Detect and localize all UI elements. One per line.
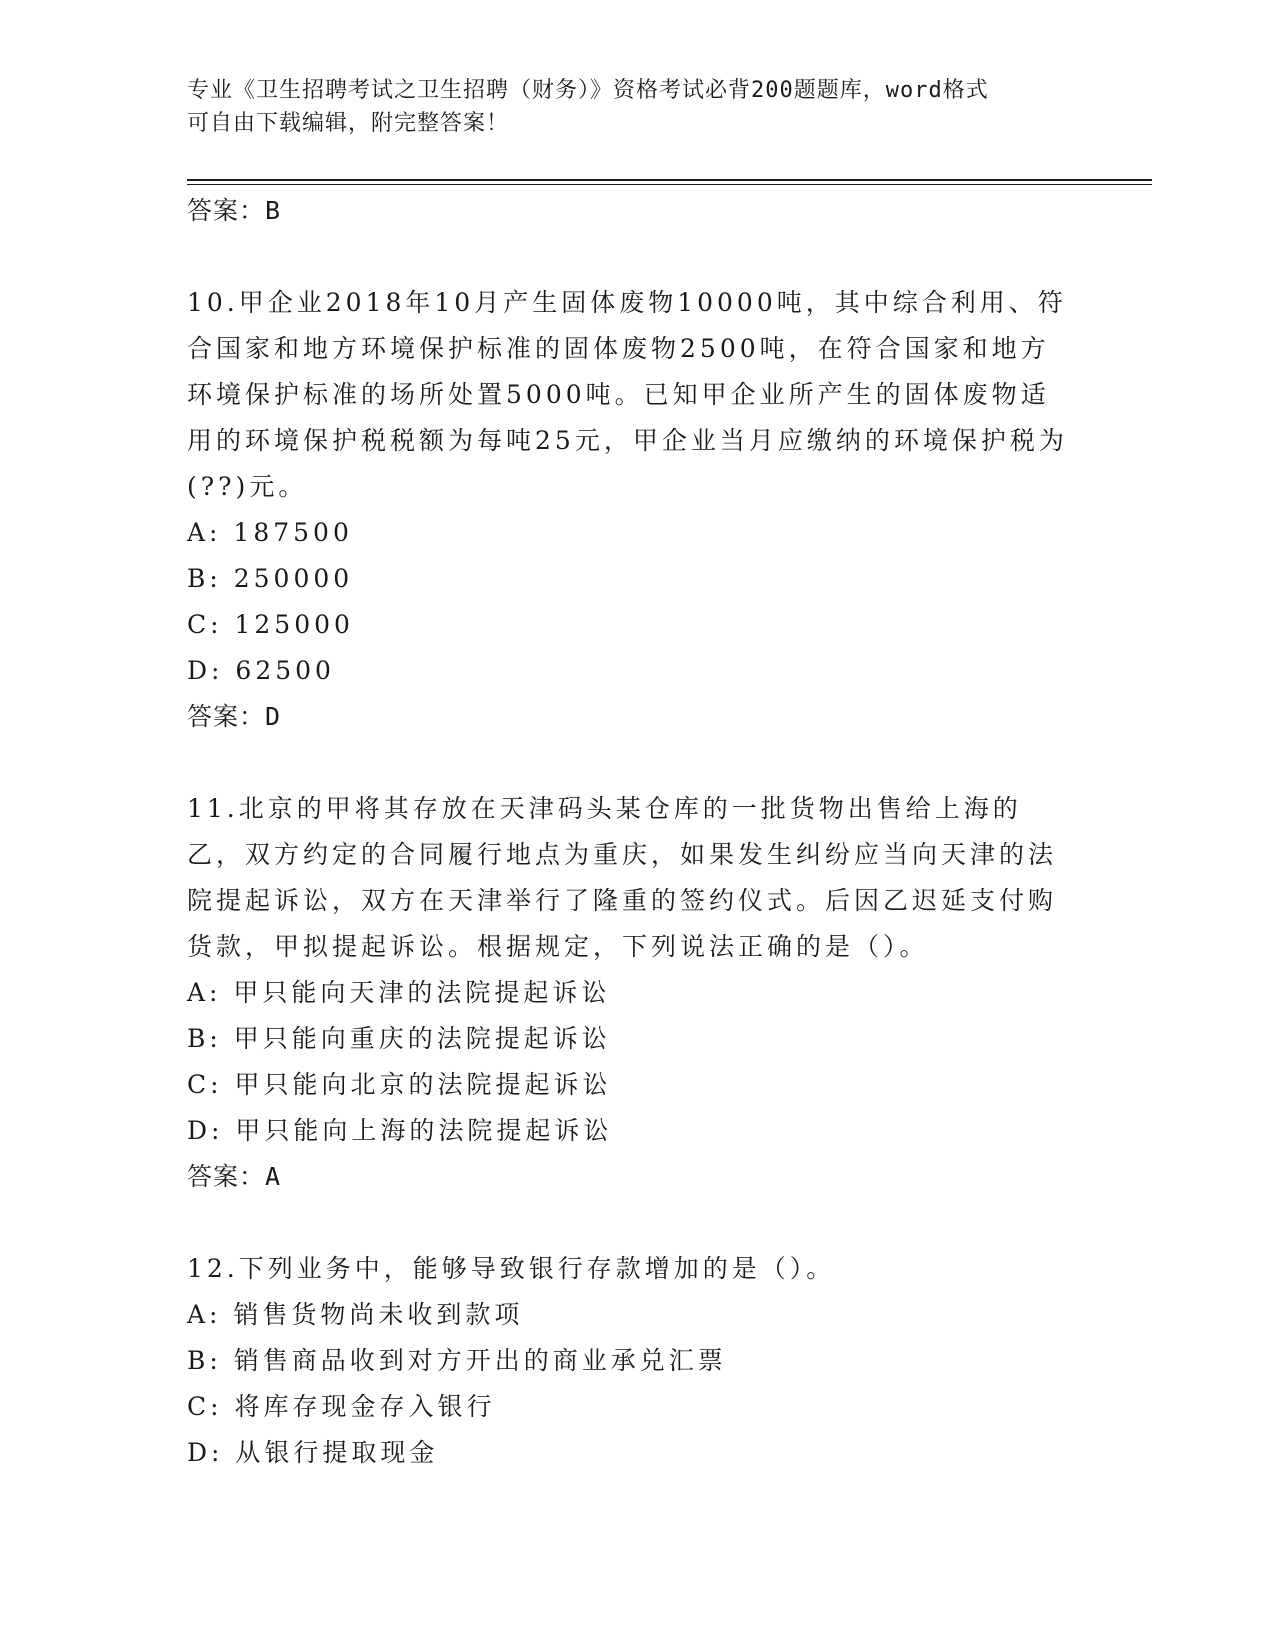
option-c: C: 将库存现金存入银行 bbox=[187, 1392, 496, 1421]
question-text: 北京的甲将其存放在天津码头某仓库的一批货物出售给上海的乙，双方约定的合同履行地点为重庆，如果发生纠纷应当向天津的法院提起诉讼，双方在天津举行了隆重的签约仪式。后因乙迟延支付购货款，甲拟提起诉讼。根据规定，下列说法正确的是（）。 bbox=[187, 794, 1058, 961]
header-divider-thin bbox=[187, 184, 1152, 185]
question-10 bbox=[187, 280, 1077, 740]
header-line-1: 专业《卫生招聘考试之卫生招聘（财务）》资格考试必背200题题库，word格式 bbox=[187, 78, 989, 103]
question-stem bbox=[187, 280, 1077, 510]
question-text: 甲企业2018年10月产生固体废物10000吨，其中综合利用、符合国家和地方环境保护标准的固体废物2500吨，在符合国家和地方环境保护标准的场所处置5000吨。已知甲企业所产生的固体废物适用的环境保护税税额为每吨25元，甲企业当月应缴纳的环境保护税为(??)元。 bbox=[187, 288, 1068, 501]
option-b: B: 甲只能向重庆的法院提起诉讼 bbox=[187, 1024, 611, 1053]
header-line-2: 可自由下载编辑，附完整答案！ bbox=[187, 111, 510, 136]
question-number: 12. bbox=[187, 1254, 239, 1283]
question-number: 11. bbox=[187, 794, 239, 823]
option-c: C: 甲只能向北京的法院提起诉讼 bbox=[187, 1070, 612, 1099]
option-c: C: 125000 bbox=[187, 610, 354, 639]
option-a: A: 甲只能向天津的法院提起诉讼 bbox=[187, 978, 611, 1007]
question-12 bbox=[187, 1246, 1077, 1476]
option-d: D: 甲只能向上海的法院提起诉讼 bbox=[187, 1116, 613, 1145]
answer: 答案：D bbox=[187, 702, 282, 731]
question-11 bbox=[187, 786, 1077, 1200]
question-number: 10. bbox=[187, 288, 239, 317]
option-d: D: 62500 bbox=[187, 656, 335, 685]
document-header bbox=[187, 74, 1087, 140]
header-divider-thick bbox=[187, 179, 1152, 181]
option-a: A: 187500 bbox=[187, 518, 353, 547]
previous-answer: 答案：B bbox=[187, 196, 282, 225]
answer: 答案：A bbox=[187, 1162, 282, 1191]
question-list bbox=[187, 188, 1077, 1476]
option-b: B: 销售商品收到对方开出的商业承兑汇票 bbox=[187, 1346, 727, 1375]
question-stem bbox=[187, 1246, 1077, 1292]
option-b: B: 250000 bbox=[187, 564, 354, 593]
question-stem bbox=[187, 786, 1077, 970]
option-a: A: 销售货物尚未收到款项 bbox=[187, 1300, 524, 1329]
question-text: 下列业务中，能够导致银行存款增加的是（）。 bbox=[238, 1254, 836, 1283]
option-d: D: 从银行提取现金 bbox=[187, 1438, 439, 1467]
